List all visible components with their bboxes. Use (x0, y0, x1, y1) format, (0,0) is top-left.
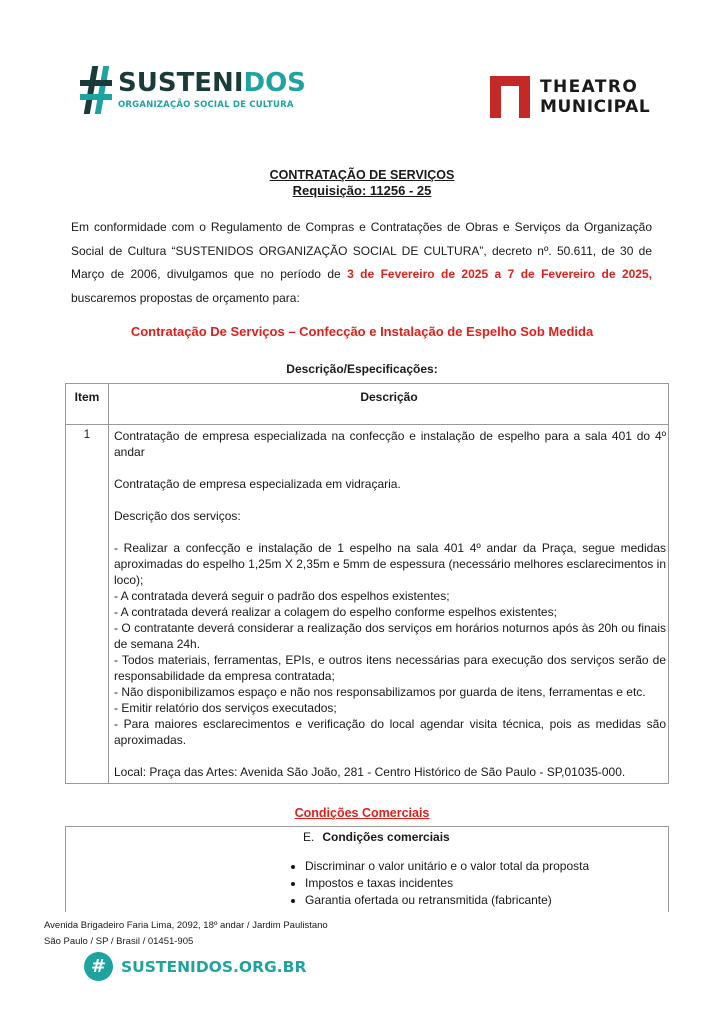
description-paragraph: Descrição dos serviços: (114, 509, 241, 523)
intro-period: 3 de Fevereiro de 2025 a 7 de Fevereiro de 2025, (347, 267, 652, 281)
intro-text-before: Em conformidade com o Regulamento de Compras e Contratações de Obras e Serviços da Organização Social de Cultura “SUSTENIDOS ORGANIZAÇÃO SOCIAL DE CULTURA”, decreto nº. 50.611, de 30 de Março de 2006, divulgamos que no período de (71, 220, 652, 281)
intro-text-after: buscaremos propostas de orçamento para: (71, 290, 300, 305)
row-number: 1 (83, 429, 91, 441)
service-item: - Emitir relatório dos serviços executados; (114, 701, 337, 715)
service-item: - A contratada deverá realizar a colagem do espelho conforme espelhos existentes; (114, 605, 557, 619)
footer-website[interactable] (84, 952, 306, 981)
sustenidos-logo-name: SUSTENIDOS (118, 68, 306, 98)
description-table (65, 383, 669, 784)
sustenidos-logo-tagline: ORGANIZAÇÃO SOCIAL DE CULTURA (118, 100, 294, 110)
conditions-list (287, 858, 589, 909)
conditions-title: Condições Comerciais (294, 806, 430, 820)
requisition-number: Requisição: 11256 - 25 (292, 183, 432, 198)
condition-item: • Impostos e taxas incidentes (305, 875, 589, 892)
conditions-heading (303, 830, 450, 844)
theatro-arch-icon (490, 76, 530, 118)
conditions-letter: E. (303, 830, 315, 844)
website-link[interactable]: SUSTENIDOS.ORG.BR (121, 957, 307, 976)
footer-address-line2: São Paulo / SP / Brasil / 01451-905 (44, 936, 194, 947)
footer-address (44, 918, 328, 950)
footer-address-line1: Avenida Brigadeiro Faria Lima, 2092, 18º andar / Jardim Paulistano (44, 920, 328, 931)
service-item: - Não disponibilizamos espaço e não nos responsabilizamos por guarda de itens, ferramentas e etc. (114, 685, 646, 699)
service-item: - Realizar a confecção e instalação de 1 espelho na sala 401 4º andar da Praça, segue medidas aproximadas do espelho 1,25m X 2,35m e 5mm de espessura (necessário melhores esclarecimentos in loco); (114, 541, 666, 587)
column-header-description: Descrição (360, 390, 418, 404)
intro-paragraph (71, 216, 652, 310)
document-title: CONTRATAÇÃO DE SERVIÇOS (269, 168, 455, 182)
theatro-municipal-logo (490, 76, 650, 118)
service-item: - Todos materiais, ferramentas, EPIs, e outros itens necessárias para execução dos serviços serão de responsabilidade da empresa contratada; (114, 653, 666, 683)
condition-item: • Discriminar o valor unitário e o valor total da proposta (305, 858, 589, 875)
column-header-item: Item (74, 390, 100, 404)
service-item: - O contratante deverá considerar a realização dos serviços em horários noturnos após às 20h ou finais de semana 24h. (114, 621, 666, 651)
spec-heading: Descrição/Especificações: (286, 362, 438, 376)
hashtag-icon (80, 64, 112, 116)
description-paragraph: Contratação de empresa especializada em vidraçaria. (114, 477, 401, 491)
hashtag-circle-icon: # (84, 952, 113, 981)
service-item: - A contratada deverá seguir o padrão dos espelhos existentes; (114, 589, 450, 603)
conditions-heading-text: Condições comerciais (322, 830, 450, 844)
conditions-table (65, 826, 669, 912)
row-description (114, 428, 666, 780)
service-subtitle: Contratação De Serviços – Confecção e Instalação de Espelho Sob Medida (130, 324, 594, 339)
description-paragraph: Contratação de empresa especializada na confecção e instalação de espelho para a sala 401 do 4º andar (114, 429, 666, 459)
service-item: - Para maiores esclarecimentos e verificação do local agendar visita técnica, pois as medidas são aproximadas. (114, 717, 666, 747)
condition-item: • Garantia ofertada ou retransmitida (fabricante) (305, 892, 589, 909)
theatro-logo-line1: THEATRO (540, 77, 639, 97)
theatro-logo-line2: MUNICIPAL (540, 97, 651, 117)
service-location: Local: Praça das Artes: Avenida São João, 281 - Centro Histórico de São Paulo - SP,01035-000. (114, 765, 626, 779)
sustenidos-logo (80, 64, 306, 118)
